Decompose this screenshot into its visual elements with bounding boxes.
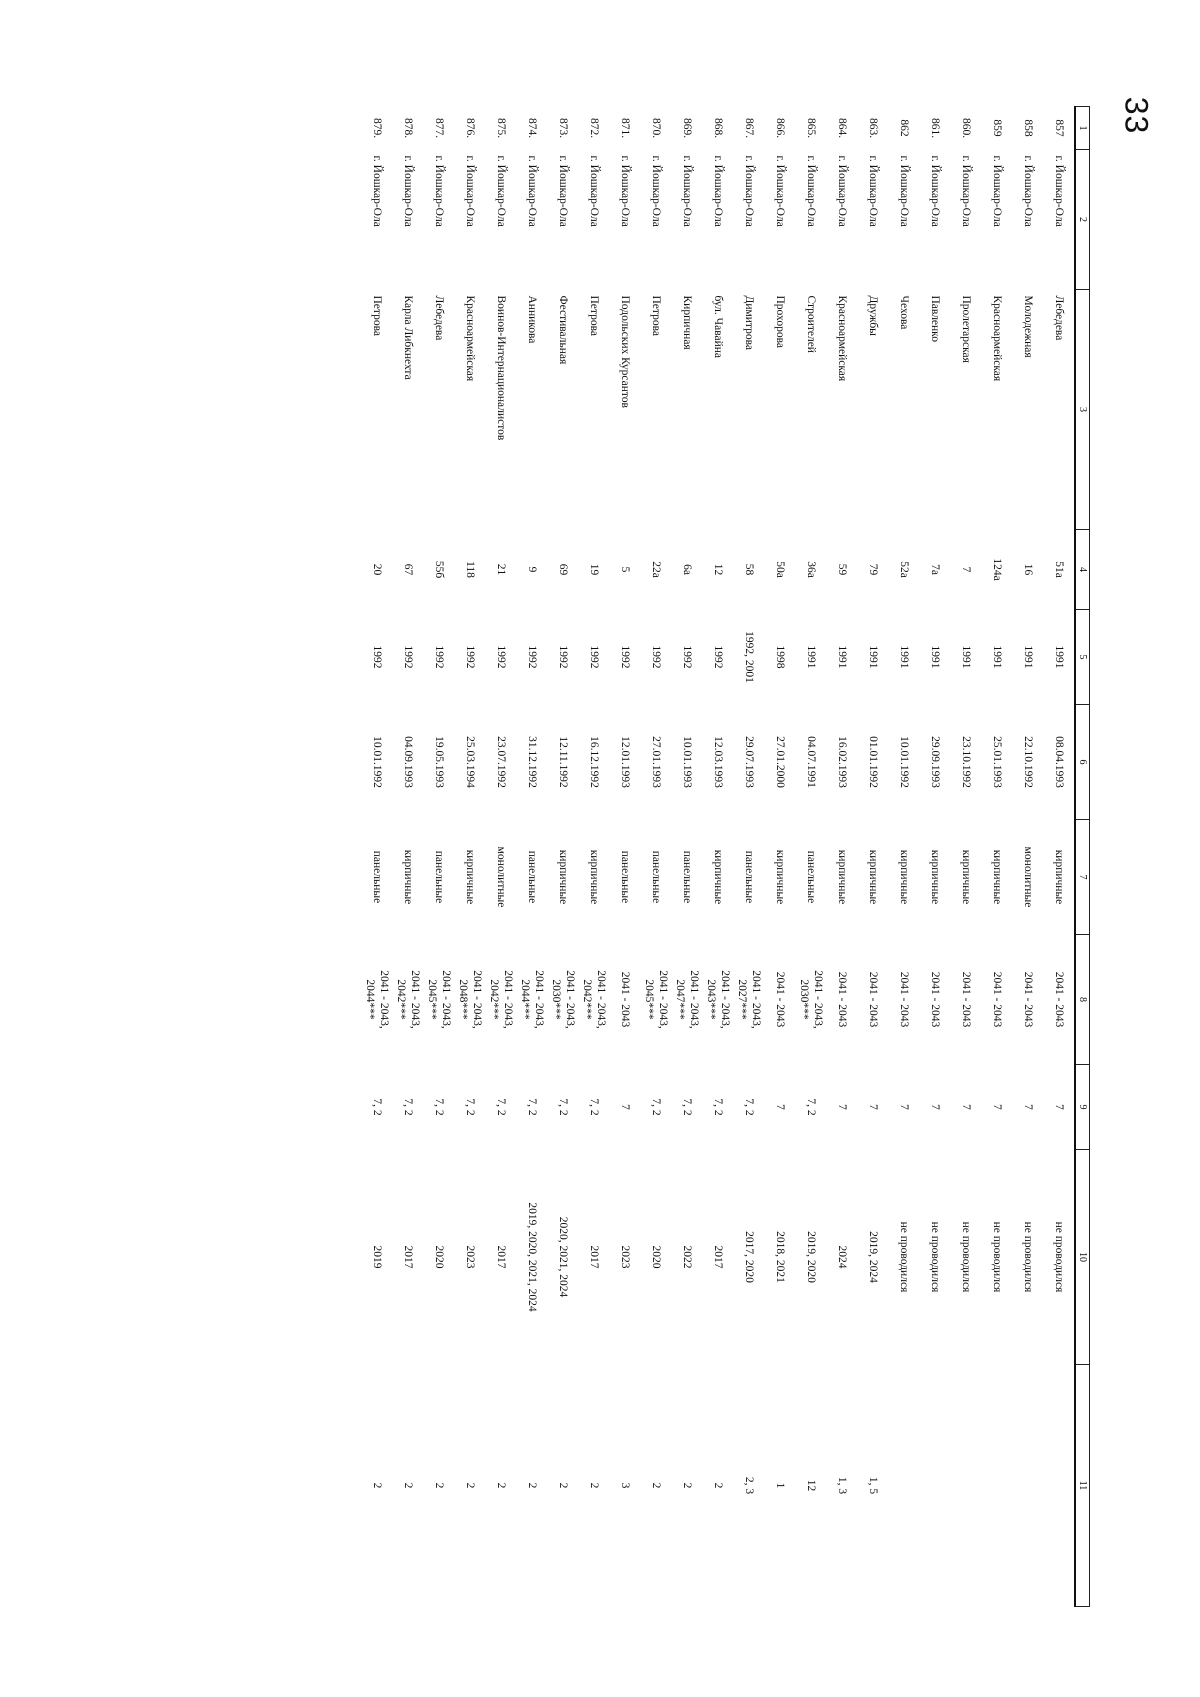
cell-city: г. Йошкар-Ола [867,155,880,227]
cell-wall-material: кирпичные [867,849,880,905]
cell-notes: 2 [681,1482,694,1489]
table-row [826,107,857,1607]
cell-row-number: 858 [1022,119,1035,137]
cell-street: Воинов-Интернационалистов [495,295,508,441]
cell-overhaul-period: 2041 - 2043, 2042*** [581,970,607,1029]
cell-house-number: 55б [433,560,446,579]
cell-build-year: 1991 [836,645,849,669]
table-row [702,107,733,1607]
rotated-table-container [290,106,1090,1606]
cell-city: г. Йошкар-Ола [743,155,756,227]
cell-street: Красноармейская [991,295,1004,382]
cell-overhaul-period: 2041 - 2043 [1022,971,1035,1028]
cell-last-overhaul-year: не проводился [991,1221,1004,1293]
cell-commission-date: 23.07.1992 [495,736,508,788]
table-row [919,107,950,1607]
cell-city: г. Йошкар-Ола [433,155,446,227]
cell-notes [919,1365,950,1607]
table-body [361,107,1075,1607]
cell-last-overhaul-year: 2017 [588,1245,601,1269]
cell-overhaul-period: 2041 - 2043, 2045*** [643,970,669,1029]
cell-street: Кирпичная [681,295,694,350]
cell-build-year: 1991 [960,645,973,669]
cell-row-number: 874. [526,117,539,139]
cell-wall-material: кирпичные [712,849,725,905]
cell-commission-date: 25.01.1993 [991,736,1004,788]
cell-build-year: 1992 [557,645,570,669]
cell-wall-material: кирпичные [464,849,477,905]
table-row [733,107,764,1607]
cell-row-number: 862 [898,119,911,137]
cell-commission-date: 10.01.1992 [371,736,384,788]
cell-service-type: 7, 2 [495,1098,508,1116]
table-row [950,107,981,1607]
cell-build-year: 1992 [526,645,539,669]
cell-service-type: 7 [1022,1104,1035,1110]
cell-street: Молодежная [1022,295,1035,358]
cell-city: г. Йошкар-Ола [371,155,384,227]
cell-build-year: 1991 [867,645,880,669]
cell-commission-date: 27.01.1993 [650,736,663,788]
cell-overhaul-period: 2041 - 2043, 2027*** [736,970,762,1029]
cell-street: Фестивальная [557,295,570,365]
cell-build-year: 1992 [464,645,477,669]
cell-service-type: 7, 2 [464,1098,477,1116]
cell-house-number: 50а [774,561,787,578]
cell-wall-material: кирпичные [836,849,849,905]
cell-build-year: 1991 [898,645,911,669]
cell-build-year: 1998 [774,645,787,669]
cell-overhaul-period: 2041 - 2043, 2045*** [426,970,452,1029]
cell-wall-material: панельные [371,850,384,904]
cell-commission-date: 29.09.1993 [929,736,942,788]
cell-street: Лебедева [1053,295,1066,341]
cell-last-overhaul-year: 2020, 2021, 2024 [557,1216,570,1298]
cell-street: Строителей [805,295,818,353]
cell-house-number: 22а [650,561,663,578]
cell-street: Подольских Курсантов [619,295,632,408]
cell-street: Димитрова [743,295,756,350]
col-header-6: 6 [1075,705,1090,820]
cell-overhaul-period: 2041 - 2043, 2043*** [705,970,731,1029]
table-row [857,107,888,1607]
cell-wall-material: панельные [619,850,632,904]
col-header-9: 9 [1075,1065,1090,1150]
cell-wall-material: кирпичные [929,849,942,905]
col-header-3: 3 [1075,290,1090,530]
cell-build-year: 1992 [402,645,415,669]
cell-wall-material: кирпичные [588,849,601,905]
cell-notes: 2, 3 [743,1476,756,1495]
cell-street: Красноармейская [836,295,849,382]
cell-street: Петрова [588,295,601,336]
cell-overhaul-period: 2041 - 2043, 2044*** [519,970,545,1029]
table-row [640,107,671,1607]
cell-last-overhaul-year: 2024 [836,1245,849,1269]
cell-build-year: 1991 [1022,645,1035,669]
cell-row-number: 869. [681,117,694,139]
cell-last-overhaul-year: 2017, 2020 [743,1231,756,1283]
cell-city: г. Йошкар-Ола [805,155,818,227]
table-row [609,107,640,1607]
cell-overhaul-period: 2041 - 2043 [619,971,632,1028]
cell-service-type: 7, 2 [526,1098,539,1116]
table-row [888,107,919,1607]
cell-wall-material: панельные [650,850,663,904]
cell-street: Карла Либкнехта [402,295,415,380]
cell-commission-date: 31.12.1992 [526,736,539,788]
cell-service-type: 7 [1053,1104,1066,1110]
cell-row-number: 859 [991,119,1004,137]
cell-build-year: 1992 [433,645,446,669]
cell-house-number: 69 [557,563,570,576]
cell-build-year: 1992 [588,645,601,669]
cell-service-type: 7 [619,1104,632,1110]
cell-row-number: 871. [619,117,632,139]
cell-overhaul-period: 2041 - 2043, 2030*** [798,970,824,1029]
table-row [485,107,516,1607]
cell-service-type: 7 [929,1104,942,1110]
table-row [578,107,609,1607]
cell-commission-date: 19.05.1993 [433,736,446,788]
cell-street: Лебедева [433,295,446,341]
cell-commission-date: 22.10.1992 [1022,736,1035,788]
cell-service-type: 7, 2 [433,1098,446,1116]
cell-wall-material: кирпичные [960,849,973,905]
cell-city: г. Йошкар-Ола [650,155,663,227]
cell-service-type: 7, 2 [712,1098,725,1116]
cell-overhaul-period: 2041 - 2043, 2030*** [550,970,576,1029]
cell-wall-material: кирпичные [774,849,787,905]
cell-row-number: 861. [929,117,942,139]
cell-last-overhaul-year: не проводился [1022,1221,1035,1293]
cell-city: г. Йошкар-Ола [619,155,632,227]
table-row [795,107,826,1607]
cell-service-type: 7 [898,1104,911,1110]
cell-commission-date: 08.04.1993 [1053,736,1066,788]
table-row [1012,107,1043,1607]
cell-wall-material: кирпичные [557,849,570,905]
cell-wall-material: панельные [681,850,694,904]
cell-notes: 2 [588,1482,601,1489]
table-row [764,107,795,1607]
cell-house-number: 19 [588,563,601,576]
cell-last-overhaul-year: 2022 [681,1245,694,1269]
cell-overhaul-period: 2041 - 2043 [774,971,787,1028]
cell-notes [1012,1365,1043,1607]
cell-city: г. Йошкар-Ола [557,155,570,227]
table-row [392,107,423,1607]
cell-last-overhaul-year: не проводился [929,1221,942,1293]
cell-service-type: 7, 2 [557,1098,570,1116]
cell-service-type: 7 [867,1104,880,1110]
cell-overhaul-period: 2041 - 2043, 2048*** [457,970,483,1029]
cell-service-type: 7 [836,1104,849,1110]
cell-city: г. Йошкар-Ола [1022,155,1035,227]
cell-commission-date: 25.03.1994 [464,736,477,788]
col-header-10: 10 [1075,1150,1090,1365]
cell-street: Прохорова [774,295,787,348]
cell-row-number: 868. [712,117,725,139]
cell-build-year: 1992 [712,645,725,669]
cell-build-year: 1992 [495,645,508,669]
cell-row-number: 879. [371,117,384,139]
cell-commission-date: 10.01.1992 [898,736,911,788]
cell-service-type: 7, 2 [681,1098,694,1116]
cell-wall-material: кирпичные [991,849,1004,905]
cell-row-number: 857 [1053,119,1066,137]
cell-build-year: 1991 [929,645,942,669]
cell-row-number: 867. [743,117,756,139]
cell-commission-date: 04.07.1991 [805,736,818,788]
cell-row-number: 860. [960,117,973,139]
cell-notes: 2 [371,1482,384,1489]
cell-notes: 12 [805,1479,818,1492]
header-row [1075,107,1090,1607]
cell-last-overhaul-year: 2019, 2020, 2021, 2024 [526,1202,539,1312]
cell-notes: 2 [464,1482,477,1489]
cell-build-year: 1991 [991,645,1004,669]
cell-city: г. Йошкар-Ола [929,155,942,227]
cell-commission-date: 04.09.1993 [402,736,415,788]
cell-last-overhaul-year: не проводился [1053,1221,1066,1293]
cell-notes: 2 [712,1482,725,1489]
cell-city: г. Йошкар-Ола [836,155,849,227]
table-row [981,107,1012,1607]
cell-row-number: 875. [495,117,508,139]
housing-register-table [361,106,1090,1607]
table-row [423,107,454,1607]
cell-build-year: 1992, 2001 [743,631,756,683]
cell-notes: 2 [526,1482,539,1489]
cell-city: г. Йошкар-Ола [681,155,694,227]
cell-row-number: 865. [805,117,818,139]
col-header-1: 1 [1075,107,1090,150]
cell-last-overhaul-year: не проводился [960,1221,973,1293]
cell-build-year: 1992 [681,645,694,669]
cell-build-year: 1991 [805,645,818,669]
cell-service-type: 7 [960,1104,973,1110]
cell-service-type: 7, 2 [371,1098,384,1116]
cell-notes: 2 [557,1482,570,1489]
cell-service-type: 7, 2 [588,1098,601,1116]
cell-row-number: 876. [464,117,477,139]
cell-overhaul-period: 2041 - 2043 [960,971,973,1028]
cell-overhaul-period: 2041 - 2043 [929,971,942,1028]
cell-commission-date: 16.12.1992 [588,736,601,788]
cell-street: Анникова [526,295,539,344]
cell-row-number: 870. [650,117,663,139]
cell-overhaul-period: 2041 - 2043, 2042*** [395,970,421,1029]
cell-last-overhaul-year: 2020 [433,1245,446,1269]
cell-row-number: 873. [557,117,570,139]
cell-street: Павленко [929,295,942,342]
cell-wall-material: монолитные [495,846,508,908]
cell-service-type: 7, 2 [650,1098,663,1116]
cell-row-number: 877. [433,117,446,139]
cell-wall-material: панельные [433,850,446,904]
cell-wall-material: кирпичные [402,849,415,905]
table-row [516,107,547,1607]
cell-wall-material: кирпичные [898,849,911,905]
cell-last-overhaul-year: 2018, 2021 [774,1231,787,1283]
cell-last-overhaul-year: 2017 [495,1245,508,1269]
cell-last-overhaul-year: 2017 [712,1245,725,1269]
col-header-7: 7 [1075,820,1090,935]
cell-build-year: 1991 [1053,645,1066,669]
table-row [547,107,578,1607]
cell-notes: 2 [495,1482,508,1489]
cell-commission-date: 16.02.1993 [836,736,849,788]
cell-service-type: 7, 2 [402,1098,415,1116]
cell-row-number: 864. [836,117,849,139]
cell-house-number: 21 [495,563,508,576]
cell-street: Чехова [898,295,911,330]
page-number: 33 [1118,96,1155,135]
cell-notes [950,1365,981,1607]
cell-wall-material: панельные [743,850,756,904]
cell-house-number: 51а [1053,561,1066,578]
cell-commission-date: 12.01.1993 [619,736,632,788]
cell-overhaul-period: 2041 - 2043, 2042*** [488,970,514,1029]
cell-service-type: 7, 2 [743,1098,756,1116]
cell-house-number: 36а [805,561,818,578]
cell-build-year: 1992 [619,645,632,669]
cell-house-number: 9 [526,566,539,573]
cell-last-overhaul-year: не проводился [898,1221,911,1293]
cell-street: бул. Чавайна [712,295,725,359]
cell-house-number: 5 [619,566,632,573]
cell-last-overhaul-year: 2023 [619,1245,632,1269]
cell-overhaul-period: 2041 - 2043, 2047*** [674,970,700,1029]
cell-house-number: 20 [371,563,384,576]
table-row [454,107,485,1607]
cell-notes [888,1365,919,1607]
table-row [1043,107,1075,1607]
cell-city: г. Йошкар-Ола [526,155,539,227]
cell-notes: 2 [402,1482,415,1489]
cell-house-number: 58 [743,563,756,576]
cell-city: г. Йошкар-Ола [495,155,508,227]
cell-city: г. Йошкар-Ола [402,155,415,227]
cell-wall-material: панельные [526,850,539,904]
col-header-2: 2 [1075,150,1090,290]
cell-row-number: 863. [867,117,880,139]
cell-commission-date: 12.11.1992 [557,736,570,788]
col-header-8: 8 [1075,935,1090,1065]
cell-house-number: 79 [867,563,880,576]
cell-commission-date: 29.07.1993 [743,736,756,788]
cell-house-number: 124а [991,558,1004,581]
cell-last-overhaul-year: 2017 [402,1245,415,1269]
cell-city: г. Йошкар-Ола [712,155,725,227]
cell-house-number: 59 [836,563,849,576]
cell-house-number: 67 [402,563,415,576]
cell-house-number: 16 [1022,563,1035,576]
cell-house-number: 52а [898,561,911,578]
cell-commission-date: 10.01.1993 [681,736,694,788]
cell-service-type: 7 [774,1104,787,1110]
cell-overhaul-period: 2041 - 2043 [1053,971,1066,1028]
cell-city: г. Йошкар-Ола [898,155,911,227]
cell-notes: 2 [433,1482,446,1489]
table-row [361,107,392,1607]
cell-last-overhaul-year: 2020 [650,1245,663,1269]
col-header-11: 11 [1075,1365,1090,1607]
cell-house-number: 7 [960,566,973,573]
cell-notes: 2 [650,1482,663,1489]
cell-city: г. Йошкар-Ола [960,155,973,227]
cell-notes [1043,1365,1075,1607]
cell-wall-material: кирпичные [1053,849,1066,905]
cell-commission-date: 23.10.1992 [960,736,973,788]
col-header-5: 5 [1075,610,1090,705]
cell-street: Пролетарская [960,295,973,363]
cell-row-number: 866. [774,117,787,139]
cell-commission-date: 27.01.2000 [774,736,787,788]
cell-build-year: 1992 [650,645,663,669]
cell-last-overhaul-year: 2019, 2024 [867,1231,880,1283]
cell-city: г. Йошкар-Ола [774,155,787,227]
cell-commission-date: 12.03.1993 [712,736,725,788]
cell-overhaul-period: 2041 - 2043 [898,971,911,1028]
cell-wall-material: монолитные [1022,846,1035,908]
cell-last-overhaul-year: 2023 [464,1245,477,1269]
cell-service-type: 7, 2 [805,1098,818,1116]
cell-overhaul-period: 2041 - 2043, 2044*** [364,970,390,1029]
cell-street: Петрова [650,295,663,336]
cell-house-number: 118 [464,561,477,578]
cell-last-overhaul-year: 2019 [371,1245,384,1269]
table-row [671,107,702,1607]
cell-notes: 1 [774,1482,787,1489]
cell-last-overhaul-year: 2019, 2020 [805,1231,818,1283]
cell-overhaul-period: 2041 - 2043 [991,971,1004,1028]
cell-house-number: 6а [681,564,694,575]
cell-service-type: 7 [991,1104,1004,1110]
col-header-4: 4 [1075,530,1090,610]
cell-notes: 1, 3 [836,1476,849,1495]
cell-street: Красноармейская [464,295,477,382]
cell-city: г. Йошкар-Ола [991,155,1004,227]
cell-row-number: 878. [402,117,415,139]
cell-commission-date: 01.01.1992 [867,736,880,788]
cell-city: г. Йошкар-Ола [588,155,601,227]
cell-overhaul-period: 2041 - 2043 [867,971,880,1028]
cell-notes: 3 [619,1482,632,1489]
cell-notes [981,1365,1012,1607]
cell-street: Петрова [371,295,384,336]
cell-house-number: 7а [929,564,942,575]
cell-wall-material: панельные [805,850,818,904]
cell-notes: 1, 5 [867,1476,880,1495]
cell-house-number: 12 [712,563,725,576]
cell-build-year: 1992 [371,645,384,669]
cell-city: г. Йошкар-Ола [1053,155,1066,227]
cell-street: Дружбы [867,295,880,336]
cell-overhaul-period: 2041 - 2043 [836,971,849,1028]
cell-row-number: 872. [588,117,601,139]
cell-city: г. Йошкар-Ола [464,155,477,227]
